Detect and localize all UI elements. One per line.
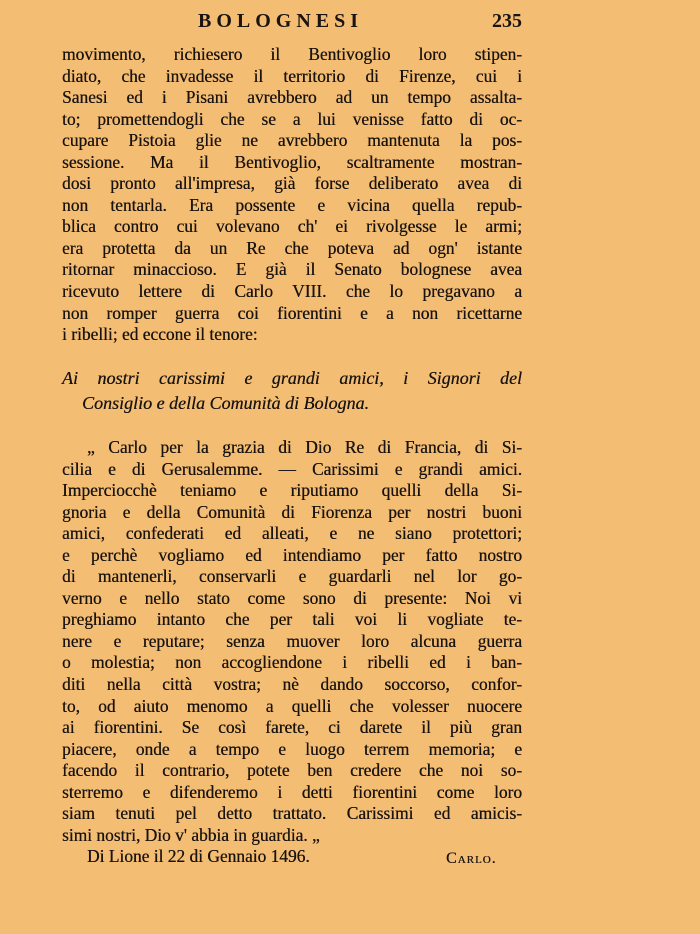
date-line: Di Lione il 22 di Gennaio 1496. <box>87 846 310 867</box>
text-line: o molestia; non accogliendone i ribelli ed i ban- <box>62 652 522 673</box>
text-line: facendo il contrario, potete ben credere che noi so- <box>62 760 522 781</box>
text-line: „ Carlo per la grazia di Dio Re di Francia, di Si- <box>87 437 522 457</box>
letter-address-heading <box>62 366 522 416</box>
text-line: to, od aiuto menomo a quelli che volesser nuocere <box>62 695 522 716</box>
text-line: ritornar minaccioso. E già il Senato bolognese avea <box>62 259 522 280</box>
text-line: era protetta da un Re che poteva ad ogn' istante <box>62 237 522 258</box>
heading-line: Consiglio e della Comunità di Bologna. <box>82 393 369 413</box>
signature: Carlo. <box>446 850 497 867</box>
text-line: verno e nello stato come sono di presente: Noi vi <box>62 587 522 608</box>
text-line: e perchè vogliamo ed intendiamo per fatto nostro <box>62 544 522 565</box>
text-line: cilia e di Gerusalemme. — Carissimi e grandi amici. <box>62 458 522 479</box>
text-line: to; promettendogli che se a lui venisse fatto di oc- <box>62 108 522 129</box>
text-line: ricevuto lettere di Carlo VIII. che lo pregavano a <box>62 281 522 302</box>
text-line: i ribelli; ed eccone il tenore: <box>62 324 258 345</box>
text-line: simi nostri, Dio v' abbia in guardia. „ <box>62 824 320 845</box>
intro-paragraph <box>62 44 522 346</box>
text-line: nere e reputare; senza muover loro alcuna guerra <box>62 630 522 651</box>
text-line: dosi pronto all'impresa, già forse deliberato avea di <box>62 173 522 194</box>
text-line: Sanesi ed i Pisani avrebbero ad un tempo assalta- <box>62 87 522 108</box>
text-line: blica contro cui volevano ch' ei rivolgesse le armi; <box>62 216 522 237</box>
text-line: amici, confederati ed alleati, e ne siano protettori; <box>62 523 522 544</box>
text-line: siam tenuti pel detto trattato. Carissimi ed amicis- <box>62 803 522 824</box>
text-line: movimento, richiesero il Bentivoglio loro stipen- <box>62 44 522 64</box>
text-line: piacere, onde a tempo e luogo terrem memoria; e <box>62 738 522 759</box>
text-line: gnoria e della Comunità di Fiorenza per nostri buoni <box>62 501 522 522</box>
text-line: sterremo e difenderemo i detti fiorentini come loro <box>62 781 522 802</box>
text-line: diato, che invadesse il territorio di Firenze, cui i <box>62 65 522 86</box>
heading-line: Ai nostri carissimi e grandi amici, i Signori del <box>62 368 522 388</box>
text-line: non romper guerra coi fiorentini e a non ricettarne <box>62 302 522 323</box>
letter-body <box>62 437 522 868</box>
text-line: preghiamo intanto che per tali voi li vogliate te- <box>62 609 522 630</box>
running-title: BOLOGNESI <box>198 10 364 32</box>
text-line: non tentarla. Era possente e vicina quella repub- <box>62 194 522 215</box>
page-header <box>62 10 522 40</box>
text-line: di mantenerli, conservarli e guardarli nel lor go- <box>62 566 522 587</box>
text-line: Imperciocchè teniamo e riputiamo quelli della Si- <box>62 480 522 501</box>
text-line: diti nella città vostra; nè dando soccorso, confor- <box>62 674 522 695</box>
text-line: cupare Pistoia glie ne avrebbero mantenuta la pos- <box>62 130 522 151</box>
text-line: ai fiorentini. Se così farete, ci darete il più gran <box>62 717 522 738</box>
text-line: sessione. Ma il Bentivoglio, scaltramente mostran- <box>62 151 522 172</box>
page-number: 235 <box>492 10 522 32</box>
